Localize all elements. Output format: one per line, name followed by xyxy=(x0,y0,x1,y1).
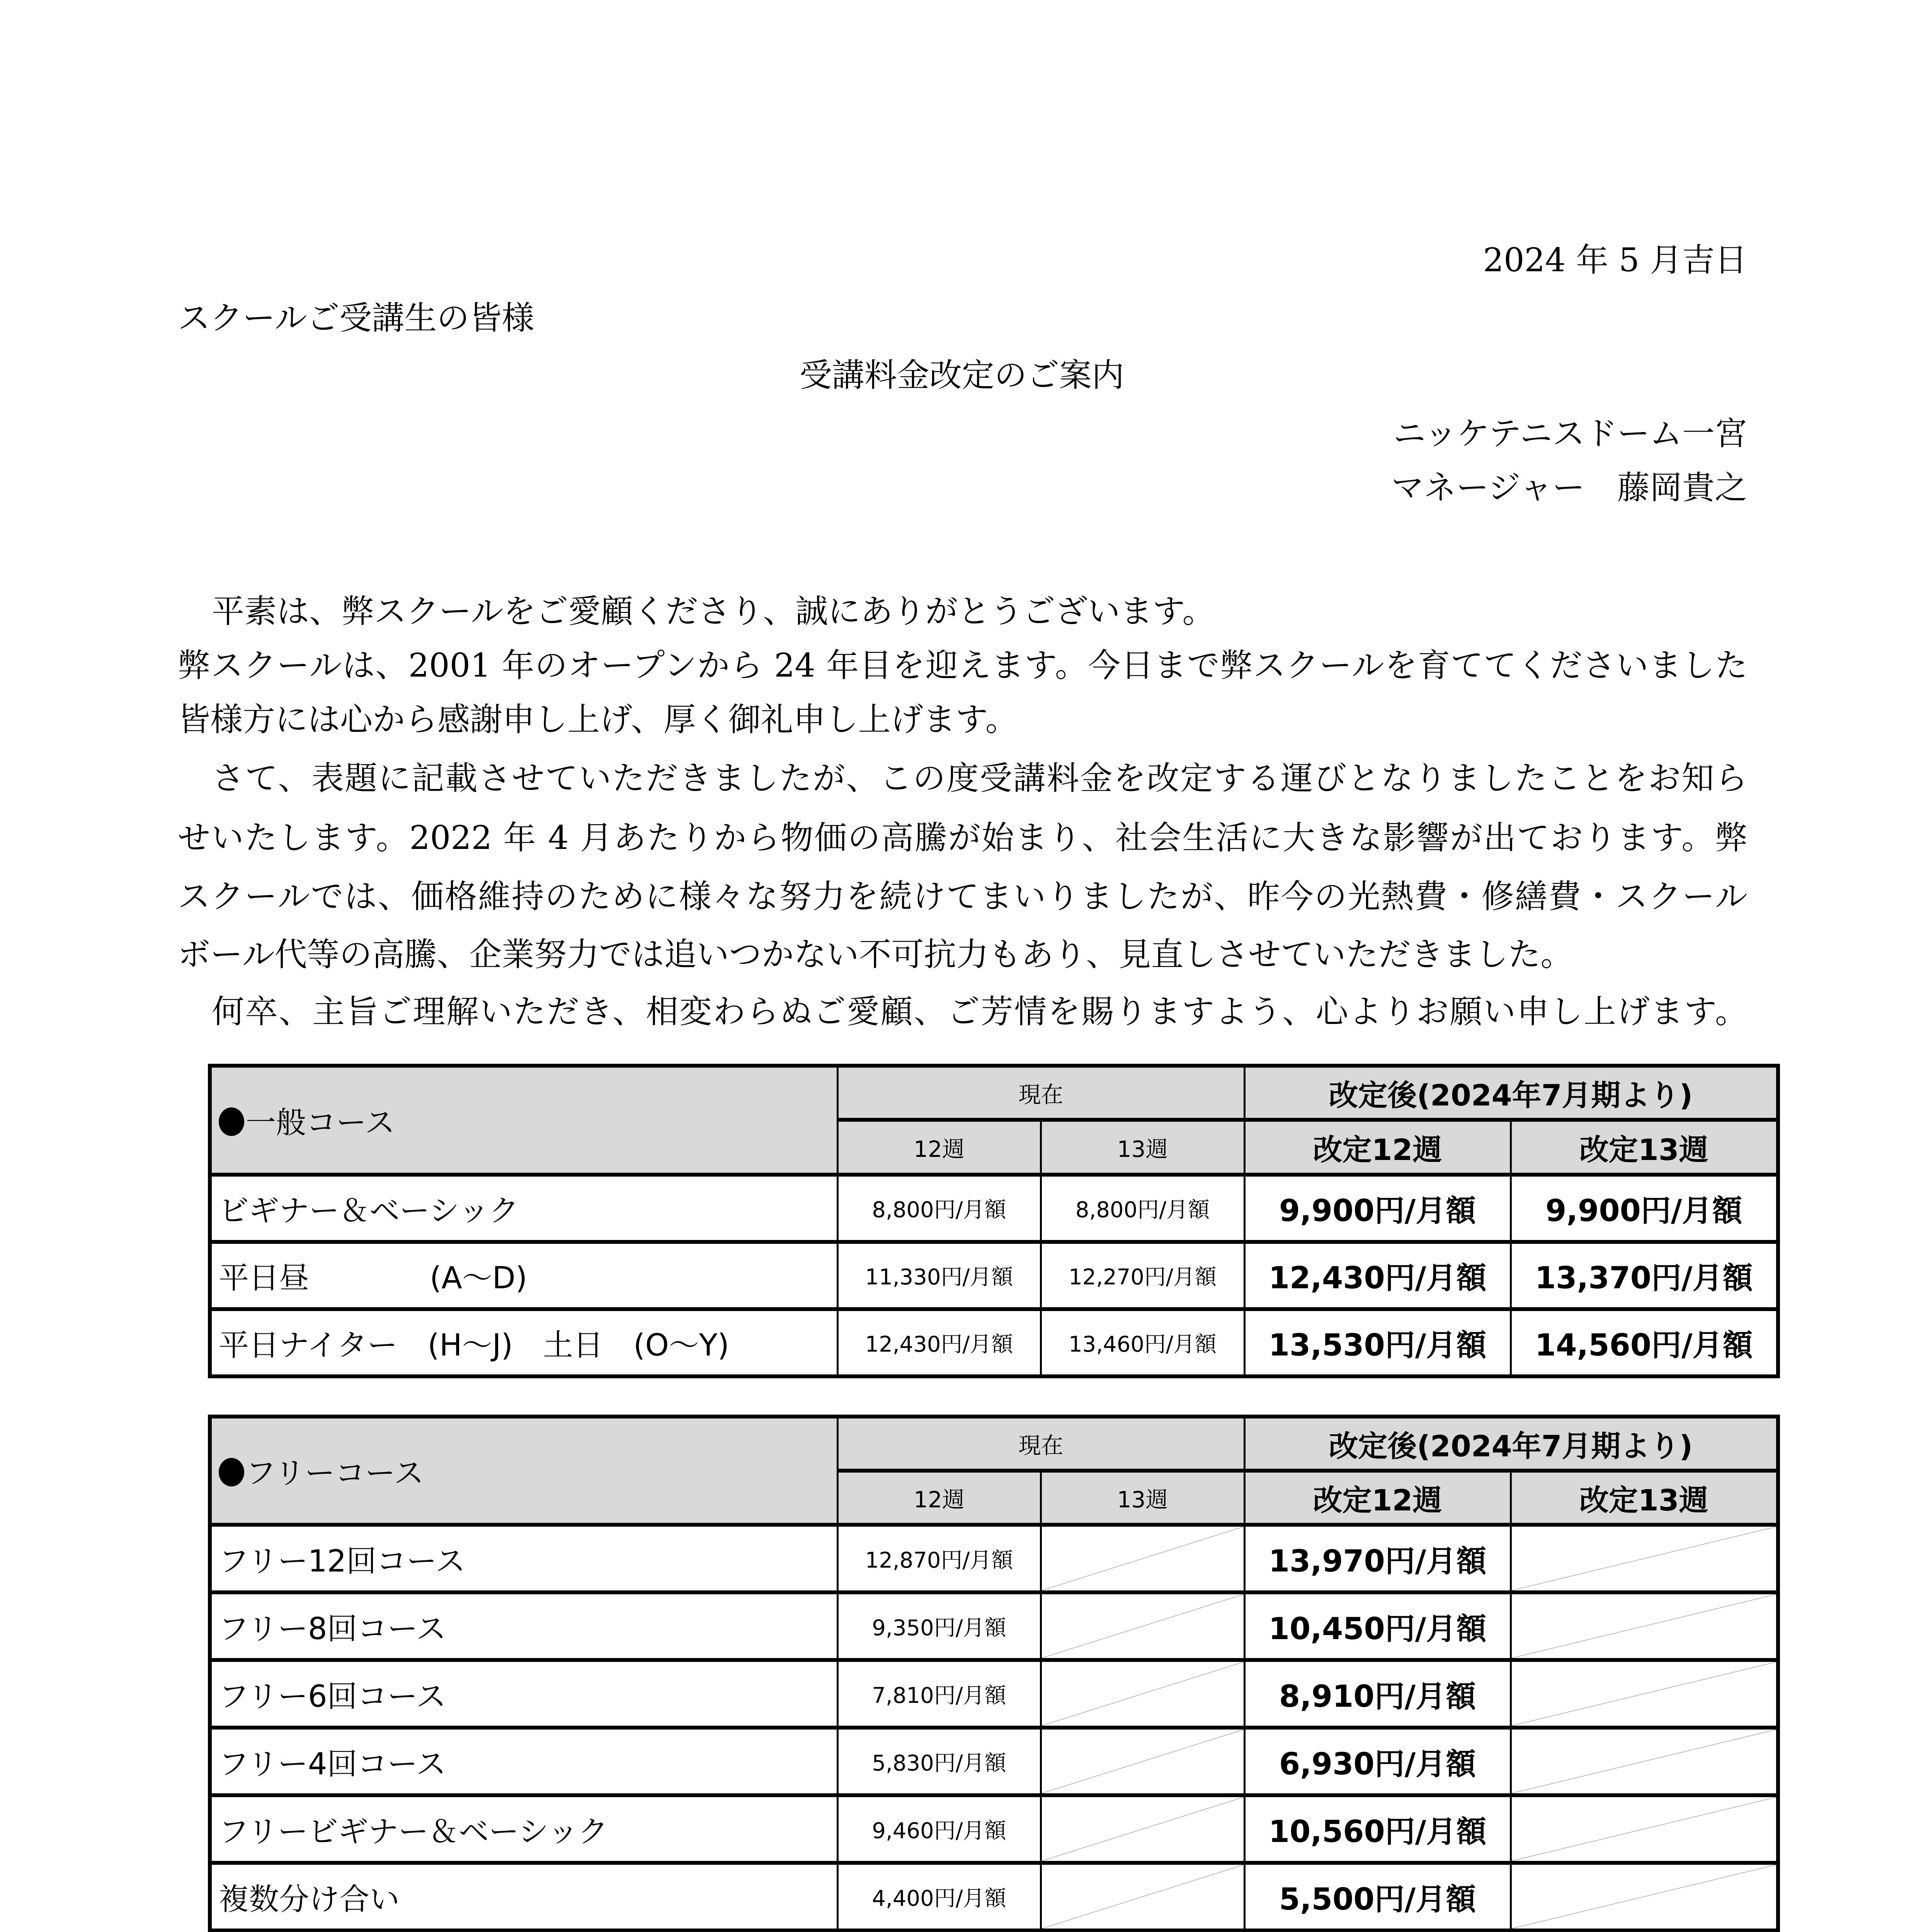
not-applicable-cell xyxy=(1041,1795,1244,1863)
not-applicable-cell xyxy=(1511,1525,1778,1592)
table-row xyxy=(210,1660,1778,1728)
current-12-price: 7,810円/月額 xyxy=(837,1660,1041,1728)
table-row xyxy=(210,1175,1778,1242)
revised-header: 改定後(2024年7月期より) xyxy=(1244,1066,1778,1120)
current-12-price: 9,460円/月額 xyxy=(837,1795,1041,1863)
not-applicable-cell xyxy=(1041,1863,1244,1930)
revised-13-price: 9,900円/月額 xyxy=(1511,1175,1778,1242)
revised-12-price: 13,970円/月額 xyxy=(1244,1525,1511,1592)
revised-12-price: 9,900円/月額 xyxy=(1244,1175,1511,1242)
course-label: フリー4回コース xyxy=(210,1728,837,1795)
current-12-price: 8,800円/月額 xyxy=(837,1175,1041,1242)
current-header: 現在 xyxy=(837,1066,1244,1120)
revised-12-price: 8,910円/月額 xyxy=(1244,1660,1511,1728)
addressee: スクールご受講生の皆様 xyxy=(178,299,534,337)
current-12-week-header: 12週 xyxy=(837,1120,1041,1175)
body-line-5: せいたします。2022 年 4 月あたりから物価の高騰が始まり、社会生活に大きな影響が出ております。弊 xyxy=(178,819,1748,857)
not-applicable-cell xyxy=(1511,1728,1778,1795)
current-13-price: 12,270円/月額 xyxy=(1041,1242,1244,1309)
current-12-price: 4,400円/月額 xyxy=(837,1863,1041,1930)
table-row xyxy=(210,1728,1778,1795)
revised-12-week-header: 改定12週 xyxy=(1244,1471,1511,1525)
letter-title: 受講料金改定のご案内 xyxy=(799,356,1124,394)
not-applicable-cell xyxy=(1041,1525,1244,1592)
revised-13-week-header: 改定13週 xyxy=(1511,1120,1778,1175)
body-line-8: 何卒、主旨ご理解いただき、相変わらぬご愛顧、ご芳情を賜りますよう、心よりお願い申し上げます。 xyxy=(212,993,1748,1031)
current-12-price: 9,350円/月額 xyxy=(837,1592,1041,1660)
revised-header: 改定後(2024年7月期より) xyxy=(1244,1417,1778,1471)
not-applicable-cell xyxy=(1511,1592,1778,1660)
letter-date: 2024 年 5 月吉日 xyxy=(1483,241,1747,279)
table-row xyxy=(210,1525,1778,1592)
course-label: 平日ナイター (H～J) 土日 (O～Y) xyxy=(210,1309,837,1376)
current-13-week-header: 13週 xyxy=(1041,1471,1244,1525)
body-line-4: さて、表題に記載させていただきましたが、この度受講料金を改定する運びとなりましたことをお知ら xyxy=(212,759,1748,797)
body-line-7: ボール代等の高騰、企業努力では追いつかない不可抗力もあり、見直しさせていただきました。 xyxy=(178,935,1573,973)
revised-12-week-header: 改定12週 xyxy=(1244,1120,1511,1175)
revised-13-week-header: 改定13週 xyxy=(1511,1471,1778,1525)
current-12-price: 12,430円/月額 xyxy=(837,1309,1041,1376)
body-line-6: スクールでは、価格維持のために様々な努力を続けてまいりましたが、昨今の光熱費・修繕費・スクール xyxy=(178,878,1748,915)
category-title: フリーコース xyxy=(210,1417,837,1525)
revised-13-price: 14,560円/月額 xyxy=(1511,1309,1778,1376)
course-label: 複数分け合い xyxy=(210,1863,837,1930)
current-13-price: 8,800円/月額 xyxy=(1041,1175,1244,1242)
body-line-3: 皆様方には心から感謝申し上げ、厚く御礼申し上げます。 xyxy=(178,701,1018,738)
course-label: 平日昼 (A～D) xyxy=(210,1242,837,1309)
sender-name: マネージャー 藤岡貴之 xyxy=(1391,469,1747,507)
bullet-icon xyxy=(219,1107,244,1136)
table-row xyxy=(210,1795,1778,1863)
course-label: フリー6回コース xyxy=(210,1660,837,1728)
not-applicable-cell xyxy=(1041,1660,1244,1728)
course-label: フリービギナー＆ベーシック xyxy=(210,1795,837,1863)
category-title: 一般コース xyxy=(210,1066,837,1175)
not-applicable-cell xyxy=(1511,1660,1778,1728)
table-row xyxy=(210,1863,1778,1930)
revised-12-price: 13,530円/月額 xyxy=(1244,1309,1511,1376)
current-13-price: 13,460円/月額 xyxy=(1041,1309,1244,1376)
general-course-table xyxy=(208,1064,1780,1378)
free-course-table xyxy=(208,1415,1780,1932)
current-12-week-header: 12週 xyxy=(837,1471,1041,1525)
table-row xyxy=(210,1592,1778,1660)
bullet-icon xyxy=(219,1458,244,1486)
revised-12-price: 6,930円/月額 xyxy=(1244,1728,1511,1795)
not-applicable-cell xyxy=(1041,1728,1244,1795)
not-applicable-cell xyxy=(1511,1795,1778,1863)
revised-12-price: 10,560円/月額 xyxy=(1244,1795,1511,1863)
revised-13-price: 13,370円/月額 xyxy=(1511,1242,1778,1309)
current-12-price: 12,870円/月額 xyxy=(837,1525,1041,1592)
current-12-price: 11,330円/月額 xyxy=(837,1242,1041,1309)
not-applicable-cell xyxy=(1041,1592,1244,1660)
course-label: フリー12回コース xyxy=(210,1525,837,1592)
body-line-1: 平素は、弊スクールをご愛顧くださり、誠にありがとうございます。 xyxy=(212,592,1215,630)
table-row xyxy=(210,1242,1778,1309)
current-12-price: 5,830円/月額 xyxy=(837,1728,1041,1795)
sender-organization: ニッケテニスドーム一宮 xyxy=(1393,415,1747,452)
course-label: ビギナー＆ベーシック xyxy=(210,1175,837,1242)
revised-12-price: 10,450円/月額 xyxy=(1244,1592,1511,1660)
current-13-week-header: 13週 xyxy=(1041,1120,1244,1175)
revised-12-price: 12,430円/月額 xyxy=(1244,1242,1511,1309)
course-label: フリー8回コース xyxy=(210,1592,837,1660)
current-header: 現在 xyxy=(837,1417,1244,1471)
body-line-2: 弊スクールは、2001 年のオープンから 24 年目を迎えます。今日まで弊スクールを育ててくださいました xyxy=(178,646,1748,684)
revised-12-price: 5,500円/月額 xyxy=(1244,1863,1511,1930)
table-row xyxy=(210,1309,1778,1376)
not-applicable-cell xyxy=(1511,1863,1778,1930)
